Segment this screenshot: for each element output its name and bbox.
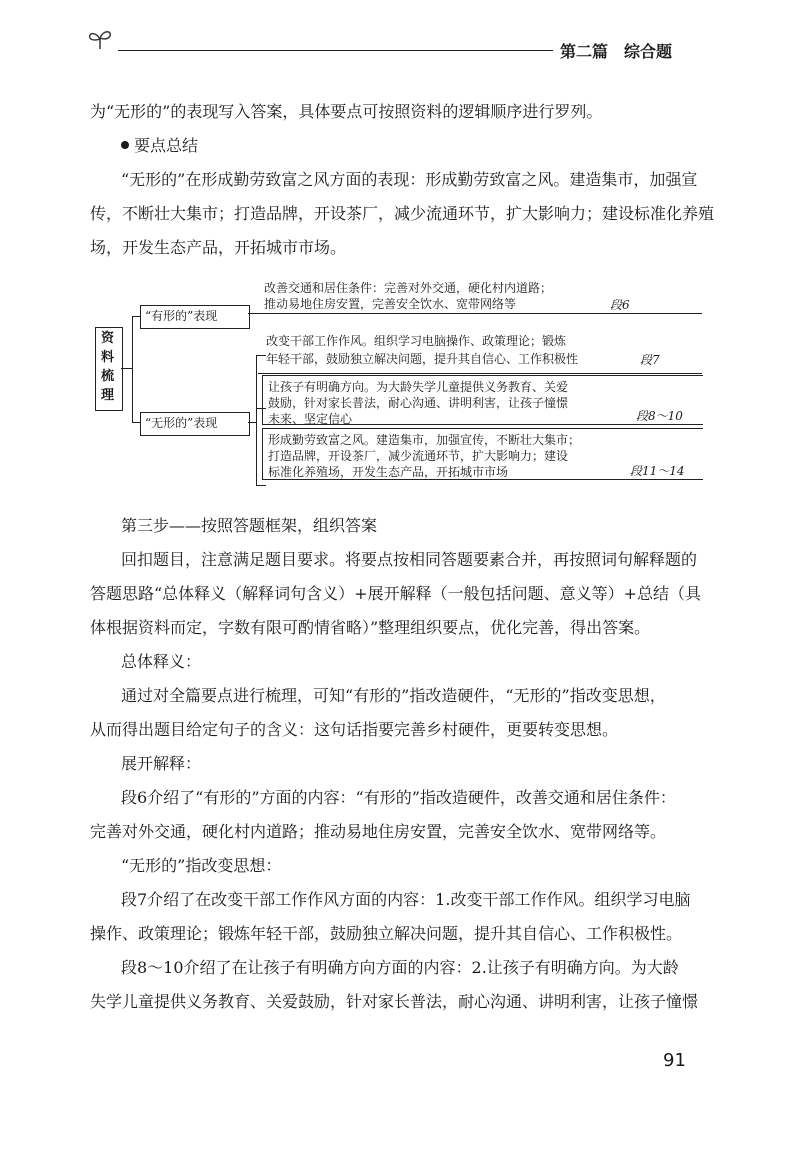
diagram-root-char: 料 — [101, 350, 115, 365]
expand-line: 完善对外交通，硬化村内道路；推动易地住房安置，完善安全饮水、宽带网络等。 — [90, 822, 667, 841]
sprout-icon — [86, 28, 116, 50]
intangible-item-line: 形成勤劳致富之风。建造集市，加强宣传，不断壮大集市； — [268, 433, 581, 447]
intangible-item-line: 标准化养殖场，开发生态产品，开拓城市市场 — [268, 465, 509, 479]
bullet-icon — [121, 141, 129, 149]
page-number: 91 — [663, 1050, 686, 1071]
intangible-label: “无形的”指改变思想： — [121, 856, 282, 875]
intangible-item-line: 改变干部工作作风。组织学习电脑操作、政策理论；锻炼 — [266, 334, 567, 348]
diagram-root-char: 理 — [101, 388, 115, 403]
expand-label: 展开解释： — [121, 754, 202, 773]
intangible-item-line: 鼓励，针对家长普法，耐心沟通、讲明利害，让孩子憧憬 — [268, 396, 569, 410]
tangible-item-line: 改善交通和居住条件：完善对外交通，硬化村内道路； — [264, 281, 553, 295]
connector — [132, 316, 133, 422]
summary-line: 传，不断壮大集市；打造品牌，开设茶厂，减少流通环节，扩大影响力；建设标准化养殖 — [90, 204, 715, 223]
connector — [132, 422, 140, 423]
step3-line: 答题思路“总体释义（解释词句含义）+展开解释（一般包括问题、意义等）+总结（具 — [90, 584, 701, 603]
diagram-root-char: 资 — [101, 331, 115, 346]
intangible-item-line: 年轻干部，鼓励独立解决问题，提升其自信心、工作积极性 — [266, 352, 579, 366]
tangible-item-bottom-line — [258, 313, 702, 314]
expand-line: 段6介绍了“有形的”方面的内容：“有形的”指改造硬件，改善交通和居住条件： — [121, 788, 676, 807]
overall-label: 总体释义： — [121, 652, 202, 671]
branch-tangible-label: “有形的”表现 — [145, 309, 218, 323]
p8-line: 段8～10介绍了在让孩子有明确方向方面的内容：2.让孩子有明确方向。为大龄 — [121, 958, 679, 977]
p7-line: 操作、政策理论；锻炼年轻干部，鼓励独立解决问题，提升其自信心、工作积极性。 — [90, 924, 683, 943]
intangible-item-ref: 段8～10 — [636, 409, 683, 423]
diagram-root-char: 梳 — [101, 369, 115, 384]
intangible-item-line: 未来、坚定信心 — [268, 412, 353, 426]
intangible-item-ref: 段11～14 — [630, 464, 685, 478]
step3-line: 体根据资料而定，字数有限可酌情省略）”整理组织要点，优化完善，得出答案。 — [90, 618, 651, 637]
step3-line: 回扣题目，注意满足题目要求。将要点按相同答题要素合并，再按照词句解释题的 — [121, 550, 698, 569]
intangible-item-line: 打造品牌，开设茶厂，减少流通环节，扩大影响力；建设 — [268, 449, 569, 463]
p7-line: 段7介绍了在改变干部工作作风方面的内容：1.改变干部工作作风。组织学习电脑 — [121, 890, 691, 909]
connector — [248, 422, 256, 423]
header-title: 第二篇 综合题 — [560, 42, 673, 61]
summary-line: “无形的”在形成勤劳致富之风方面的表现：形成勤劳致富之风。建造集市，加强宣 — [121, 170, 698, 189]
tangible-item-ref: 段6 — [610, 298, 630, 312]
p8-line: 失学儿童提供义务教育、关爱鼓励，针对家长普法，耐心沟通、讲明利害，让孩子憧憬 — [90, 992, 699, 1011]
header-rule — [118, 50, 553, 51]
intangible-item-line: 让孩子有明确方向。为大龄失学儿童提供义务教育、关爱 — [268, 380, 569, 394]
summary-heading: 要点总结 — [134, 136, 199, 155]
summary-line: 场，开发生态产品，开拓城市市场。 — [90, 238, 347, 257]
step3-heading: 第三步——按照答题框架，组织答案 — [121, 516, 378, 535]
branch-intangible-label: “无形的”表现 — [145, 416, 218, 430]
intangible-item-ref: 段7 — [640, 353, 660, 367]
connector — [256, 485, 266, 486]
connector — [256, 355, 257, 485]
overall-line: 从而得出题目给定句子的含义：这句话指要完善乡村硬件，更要转变思想。 — [90, 720, 619, 739]
connector — [132, 316, 140, 317]
overall-line: 通过对全篇要点进行梳理，可知“有形的”指改造硬件，“无形的”指改变思想， — [121, 686, 666, 705]
connector — [121, 368, 132, 369]
tangible-item-line: 推动易地住房安置，完善安全饮水、宽带网络等 — [264, 297, 517, 311]
intro-line: 为“无形的”的表现写入答案，具体要点可按照资料的逻辑顺序进行罗列。 — [90, 102, 603, 121]
